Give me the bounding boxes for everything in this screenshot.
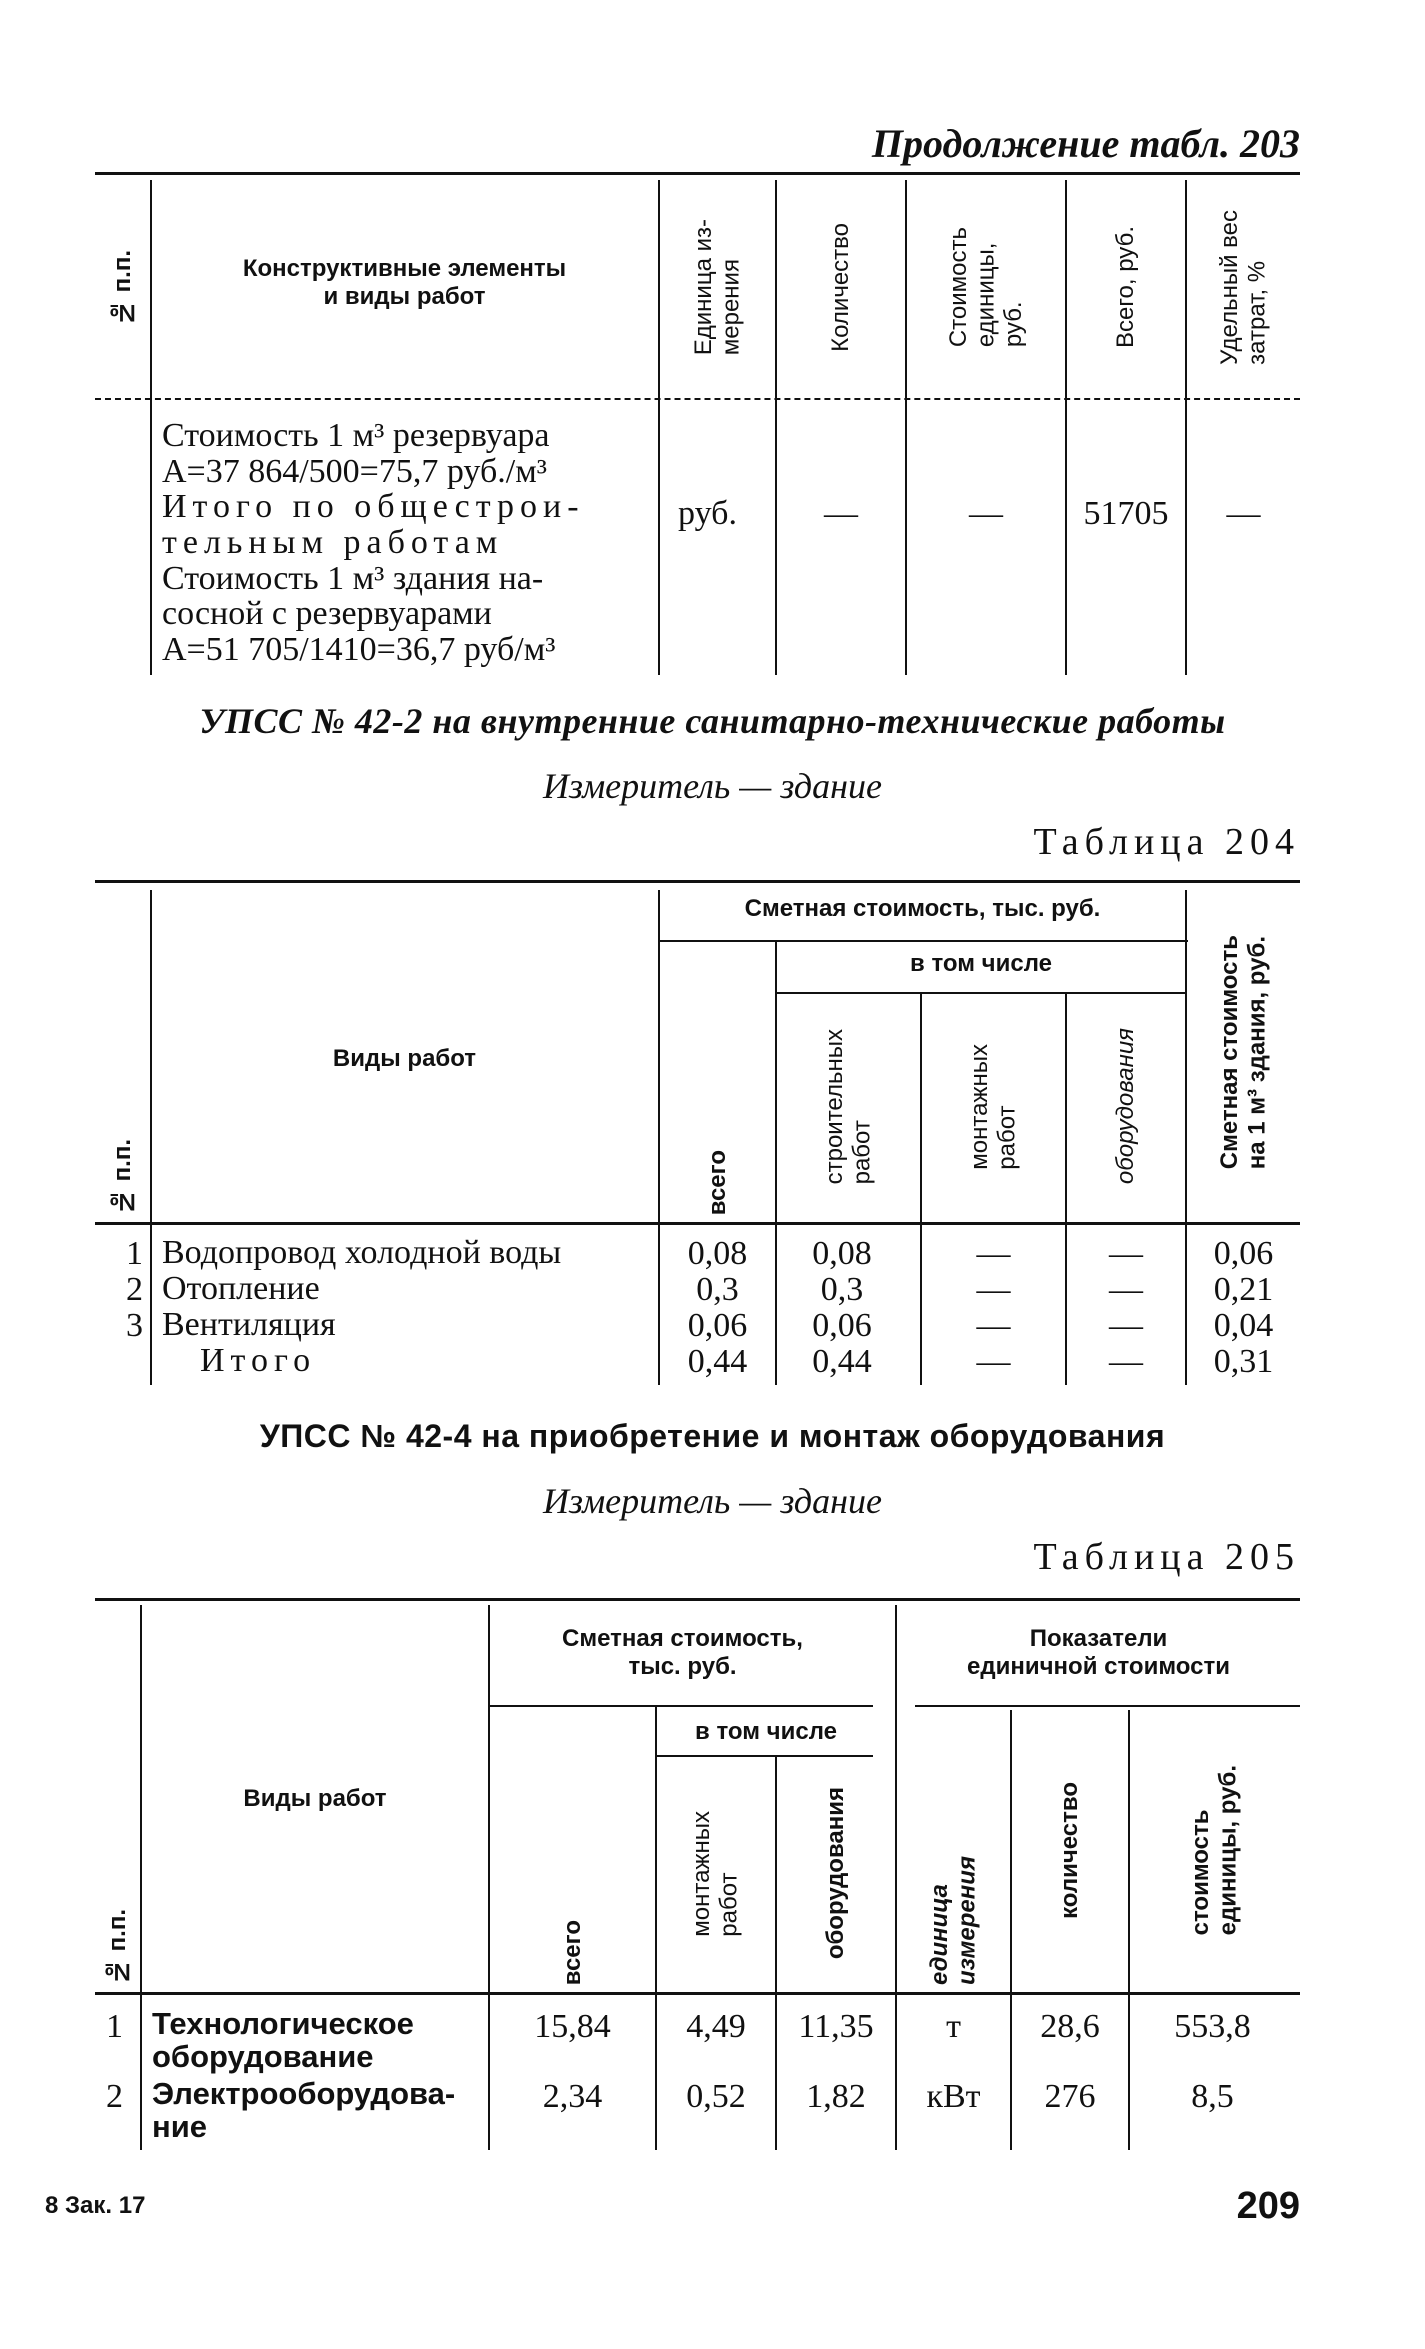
table204-header-installation: монтажных работ xyxy=(965,1043,1021,1170)
row-equipment: — xyxy=(1109,1343,1143,1380)
table203-row-text xyxy=(162,418,657,668)
row-num: 3 xyxy=(126,1307,143,1344)
section-42-4-meter: Измеритель — здание xyxy=(543,1481,882,1521)
table203-unit: руб. xyxy=(678,495,737,532)
row-equipment: — xyxy=(1109,1307,1143,1344)
table204-label: Таблица 204 xyxy=(1033,821,1300,863)
row-per-m3: 0,06 xyxy=(1213,1235,1274,1272)
table203-header-elements: Конструктивные элементы и виды работ xyxy=(242,255,567,310)
row-construction: 0,3 xyxy=(820,1271,864,1308)
section-42-2-meter: Измеритель — здание xyxy=(543,766,882,806)
row-equipment: — xyxy=(1109,1235,1143,1272)
table203-share: — xyxy=(1226,495,1261,532)
page-number: 209 xyxy=(1236,2185,1300,2227)
table205-header-estimate: Сметная стоимость, тыс. руб. xyxy=(562,1625,803,1680)
table205-top-rule xyxy=(95,1598,1300,1601)
table205-group-rule xyxy=(488,1705,873,1707)
table-row-total xyxy=(95,1343,1300,1379)
footer-print-mark: 8 Зак. 17 xyxy=(45,2192,146,2219)
row-equipment: — xyxy=(1109,1271,1143,1308)
table203-header-share: Удельный вес затрат, % xyxy=(1215,210,1271,365)
row-construction: 0,06 xyxy=(812,1307,872,1344)
row-name: Водопровод холодной воды xyxy=(162,1234,562,1271)
table204-header-total: всего xyxy=(703,1149,731,1215)
row-total: 0,08 xyxy=(687,1235,748,1272)
section-42-4-title: УПСС № 42-4 на приобретение и монтаж оборудования xyxy=(259,1418,1166,1454)
row-installation: 0,52 xyxy=(686,2078,746,2115)
row-installation: — xyxy=(976,1343,1011,1380)
text-line: Стоимость 1 м³ здания на- xyxy=(162,559,544,597)
table205-subgroup-rule xyxy=(655,1755,873,1757)
text-line: А=37 864/500=75,7 руб./м³ xyxy=(162,452,547,490)
row-unit-cost: 8,5 xyxy=(1191,2078,1234,2115)
table205-header-incl: в том числе xyxy=(695,1718,837,1745)
table203-header-qty: Количество xyxy=(827,223,855,352)
table205-header-works: Виды работ xyxy=(243,1785,387,1812)
table203-header-total: Всего, руб. xyxy=(1112,226,1140,349)
table203-header-num: № п.п. xyxy=(108,249,136,326)
table203-header-unit-cost: Стоимость единицы, руб. xyxy=(944,227,1027,348)
table205-header-rule xyxy=(95,1992,1300,1995)
table204-header-per-m3: Сметная стоимость на 1 м³ здания, руб. xyxy=(1215,935,1271,1170)
row-name: Технологическое оборудование xyxy=(152,2006,414,2074)
table203-header-rule xyxy=(95,398,1300,400)
table205-header-num: № п.п. xyxy=(103,1909,131,1985)
table-row xyxy=(95,2008,1300,2078)
table204-header-works: Виды работ xyxy=(332,1045,477,1072)
table204-header-incl: в том числе xyxy=(910,950,1052,977)
table204-top-rule xyxy=(95,880,1300,883)
row-equipment: 11,35 xyxy=(798,2008,874,2045)
table205-header-equipment: оборудования xyxy=(822,1787,850,1960)
row-qty: 276 xyxy=(1044,2078,1096,2115)
table-row xyxy=(95,1271,1300,1307)
table-row xyxy=(95,1235,1300,1271)
text-line: тельным работам xyxy=(162,524,504,562)
row-num: 1 xyxy=(106,2008,123,2045)
table-row xyxy=(95,1307,1300,1343)
table205-header-unit: единица измерения xyxy=(925,1856,981,1985)
row-unit: т xyxy=(946,2008,961,2045)
row-qty: 28,6 xyxy=(1040,2008,1100,2045)
table203-header-unit: Единица из- мерения xyxy=(689,219,745,356)
row-construction: 0,44 xyxy=(812,1343,872,1380)
text-line: сосной с резервуарами xyxy=(162,595,492,633)
text-line: А=51 705/1410=36,7 руб/м³ xyxy=(162,631,556,669)
row-installation: — xyxy=(976,1235,1011,1272)
row-total: 0,06 xyxy=(687,1307,748,1344)
row-total: 15,84 xyxy=(534,2008,611,2045)
row-total: 2,34 xyxy=(542,2078,603,2115)
table205-header-installation: монтажных работ xyxy=(688,1810,743,1937)
row-name: Электрооборудова- ние xyxy=(152,2076,456,2144)
table204-group-rule xyxy=(658,940,1188,942)
row-name: Вентиляция xyxy=(162,1306,336,1343)
row-construction: 0,08 xyxy=(812,1235,872,1272)
row-name: Итого xyxy=(200,1342,317,1379)
text-line: Стоимость 1 м³ резервуара xyxy=(162,417,550,454)
table204-header-estimate: Сметная стоимость, тыс. руб. xyxy=(744,895,1101,922)
row-num: 2 xyxy=(126,1271,143,1308)
table204-header-equipment: оборудования xyxy=(1112,1028,1140,1185)
table205-header-indicators: Показатели единичной стоимости xyxy=(967,1625,1230,1680)
row-installation: — xyxy=(976,1271,1011,1308)
table203-total: 51705 xyxy=(1083,495,1169,532)
row-name: Отопление xyxy=(162,1270,320,1307)
table205-group2-rule xyxy=(915,1705,1300,1707)
text-line: Итого по общестрои- xyxy=(162,488,585,526)
table204-subgroup-rule xyxy=(775,992,1185,994)
table204-header-construction: строительных работ xyxy=(820,1028,876,1185)
table205-header-total: всего xyxy=(558,1919,586,1985)
row-installation: 4,49 xyxy=(686,2008,746,2045)
row-per-m3: 0,31 xyxy=(1213,1343,1274,1380)
table204-header-num: № п.п. xyxy=(108,1139,136,1215)
table203-unit-cost: — xyxy=(969,495,1003,532)
table203-qty: — xyxy=(824,495,858,532)
row-unit: кВт xyxy=(926,2078,981,2115)
table-row xyxy=(95,2078,1300,2148)
continuation-caption: Продолжение табл. 203 xyxy=(871,121,1300,166)
table205-body xyxy=(95,2008,1300,2148)
row-unit-cost: 553,8 xyxy=(1174,2008,1251,2045)
table205-label: Таблица 205 xyxy=(1033,1536,1300,1578)
row-num: 1 xyxy=(126,1235,143,1272)
table204-body xyxy=(95,1235,1300,1379)
table203-top-rule xyxy=(95,172,1300,175)
section-42-2-title: УПСС № 42-2 на внутренние санитарно-технические работы xyxy=(199,701,1226,741)
table205-header-unit-cost: стоимость единицы, руб. xyxy=(1187,1764,1242,1936)
table205-header-qty: количество xyxy=(1056,1781,1084,1919)
row-per-m3: 0,21 xyxy=(1213,1271,1274,1308)
row-total: 0,44 xyxy=(687,1343,748,1380)
row-installation: — xyxy=(976,1307,1011,1344)
row-equipment: 1,82 xyxy=(806,2078,866,2115)
row-num: 2 xyxy=(106,2078,123,2115)
row-per-m3: 0,04 xyxy=(1213,1307,1274,1344)
table204-header-rule xyxy=(95,1222,1300,1225)
row-total: 0,3 xyxy=(696,1271,739,1308)
